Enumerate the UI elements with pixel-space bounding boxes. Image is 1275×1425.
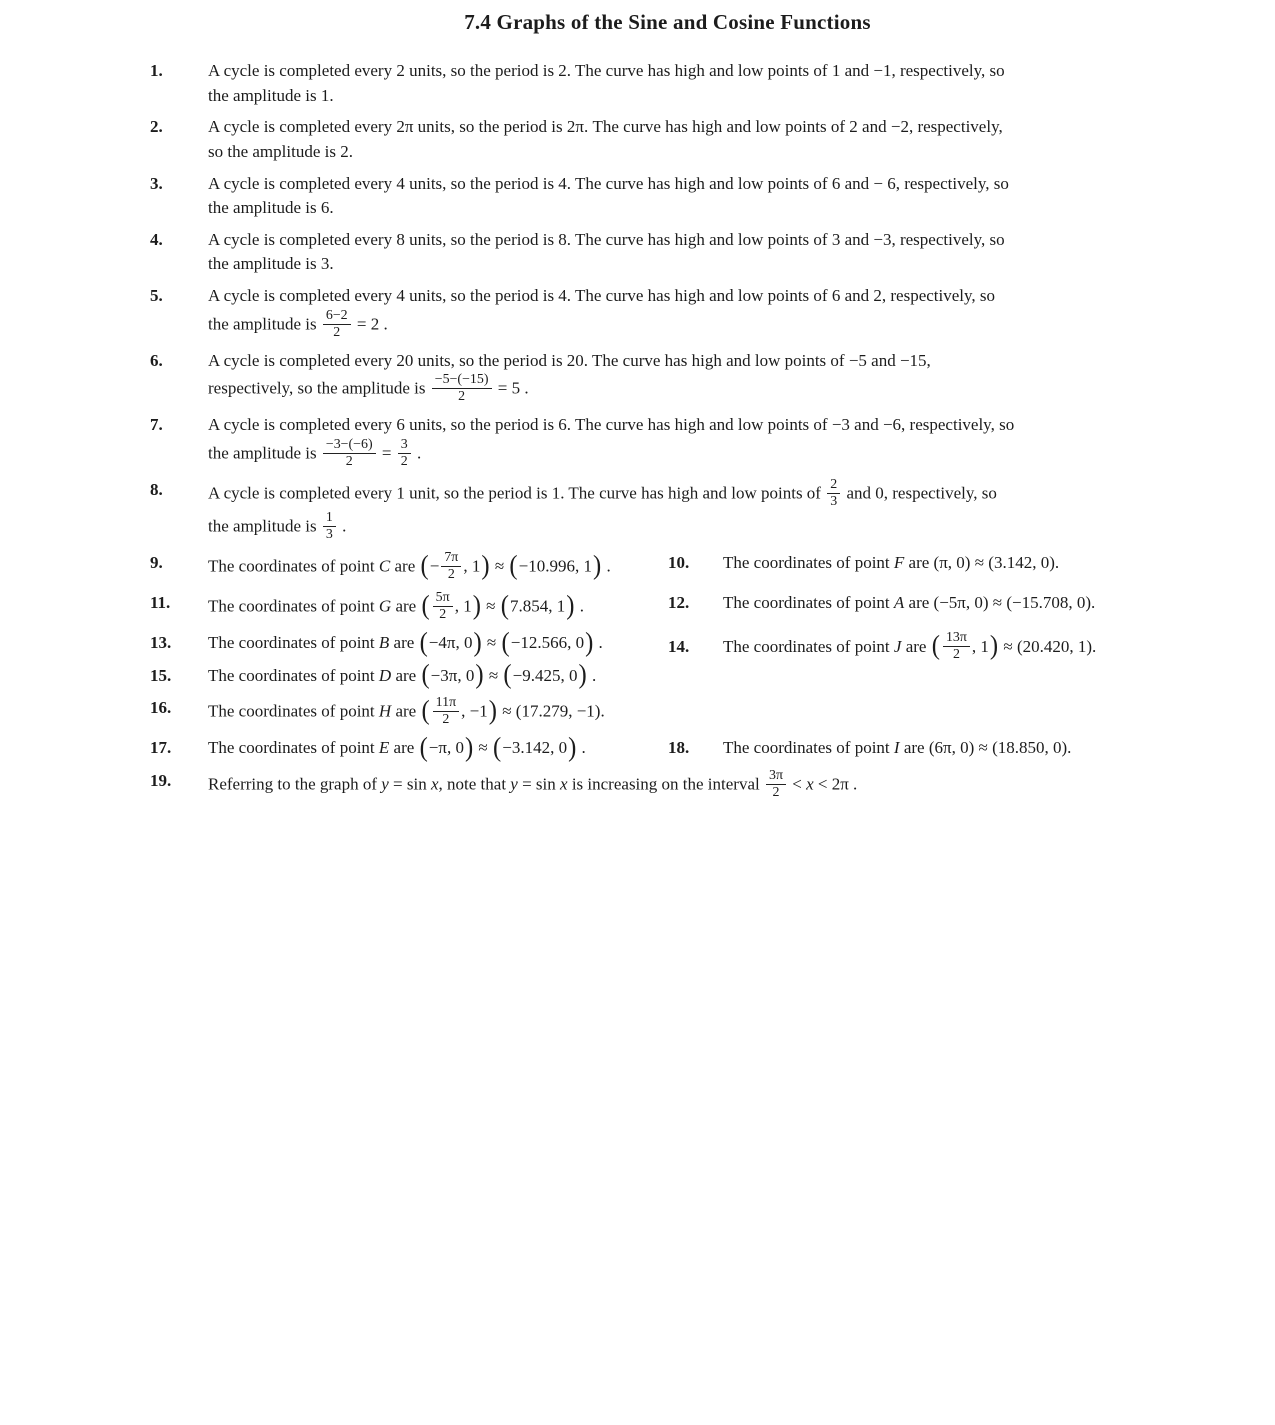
text-run: are: [391, 665, 421, 685]
solution-row: [150, 413, 1185, 471]
fraction-numerator: 6−2: [325, 307, 348, 323]
item-content: [208, 228, 1185, 277]
text-run: The coordinates of point: [723, 738, 894, 758]
item-content: [208, 769, 1185, 802]
solution-row: [150, 228, 1185, 277]
item-number: 6.: [150, 350, 163, 370]
math-variable: F: [893, 553, 905, 573]
item-number: 15.: [150, 665, 172, 685]
text-run: −4π, 0: [428, 633, 473, 653]
solution-row: [150, 551, 1185, 584]
text-run: = 2 .: [352, 314, 388, 334]
fraction: [827, 477, 840, 510]
item-number: 10.: [668, 553, 690, 573]
big-paren: ): [568, 732, 577, 763]
text-run: <: [787, 773, 807, 793]
text-run: , 1: [971, 636, 989, 656]
item-content: [208, 349, 1185, 407]
text-run: A cycle is completed every 2 units, so the period is 2. The curve has high and low points of 1 and −1, respectively, so: [208, 61, 1005, 80]
fraction-numerator: 3π: [768, 767, 783, 783]
solution-item-second-column: [668, 631, 1096, 664]
item-number: 1.: [150, 61, 163, 80]
fraction-denominator: 2: [433, 711, 459, 728]
text-run: = sin: [388, 773, 431, 793]
big-paren: (: [421, 659, 430, 690]
math-variable: E: [378, 738, 390, 758]
text-run: the amplitude is: [208, 516, 321, 536]
item-number: 2.: [150, 117, 163, 137]
math-variable: y: [510, 773, 518, 793]
text-run: are (−5π, 0) ≈ (−15.708, 0).: [904, 593, 1096, 613]
text-run: .: [587, 665, 597, 685]
text-run: A cycle is completed every 6 units, so the period is 6. The curve has high and low points of −3 and −6, respectively, so: [208, 415, 1015, 435]
fraction-denominator: 2: [766, 784, 786, 801]
item-number: 11.: [150, 593, 171, 613]
solution-item-second-column: [668, 551, 1059, 576]
item-content: [208, 659, 1185, 690]
big-paren: ): [989, 630, 999, 661]
big-paren: (: [421, 590, 430, 621]
item-content: [208, 172, 1185, 221]
big-paren: ): [472, 590, 481, 621]
solutions-list: [150, 59, 1185, 802]
text-run: ≈ (17.279, −1).: [497, 701, 605, 721]
item-content: [208, 551, 1185, 584]
text-run: −9.425, 0: [512, 665, 578, 685]
text-run: The coordinates of point: [723, 553, 894, 573]
big-paren: ): [592, 550, 602, 581]
item-content: [723, 630, 1097, 663]
text-run: −12.566, 0: [510, 633, 585, 653]
solution-row: [150, 115, 1185, 164]
item-number: 9.: [150, 553, 163, 573]
item-number: 7.: [150, 415, 163, 435]
fraction: [766, 768, 786, 801]
big-paren: (: [421, 695, 430, 726]
text-run: are: [901, 636, 931, 656]
text-run: = sin: [517, 773, 561, 793]
solution-row: [150, 478, 1185, 544]
item-content: [208, 478, 1185, 544]
item-content: [208, 284, 1185, 342]
solution-row: [150, 659, 1185, 690]
big-paren: (: [419, 627, 428, 658]
text-run: , −1: [461, 701, 488, 721]
solution-item-second-column: [668, 736, 1071, 761]
text-run: ≈: [481, 596, 500, 616]
text-run: .: [412, 443, 422, 463]
text-run: ≈: [490, 556, 509, 576]
text-run: are: [389, 738, 419, 758]
item-number: 17.: [150, 738, 172, 758]
math-variable: I: [893, 738, 900, 758]
solution-row: [150, 284, 1185, 342]
text-run: The coordinates of point: [723, 636, 894, 656]
text-run: are: [391, 596, 421, 616]
big-paren: (: [931, 630, 940, 661]
fraction-numerator: 2: [830, 477, 838, 493]
math-variable: J: [893, 636, 902, 656]
item-content: [723, 593, 1095, 612]
text-run: ≈ (20.420, 1).: [999, 636, 1097, 656]
text-run: , 1: [463, 556, 481, 576]
text-run: < 2π .: [813, 773, 858, 793]
item-number: 16.: [150, 698, 172, 718]
solution-row: [150, 172, 1185, 221]
big-paren: (: [500, 590, 509, 621]
fraction-numerator: 11π: [435, 695, 457, 711]
text-run: the amplitude is: [208, 443, 321, 463]
text-run: .: [602, 556, 611, 576]
text-run: is increasing on the interval: [567, 773, 764, 793]
math-variable: x: [806, 773, 814, 793]
math-variable: B: [378, 633, 390, 653]
fraction: [323, 437, 376, 470]
big-paren: (: [493, 732, 502, 763]
text-run: are (6π, 0) ≈ (18.850, 0).: [899, 738, 1072, 758]
fraction-denominator: 2: [398, 453, 411, 470]
solution-row: [150, 349, 1185, 407]
text-run: , 1: [454, 596, 472, 616]
math-variable: H: [378, 701, 392, 721]
item-number: 8.: [150, 480, 163, 500]
fraction-numerator: 3: [400, 437, 408, 453]
solution-row: [150, 732, 1185, 763]
fraction-numerator: 13π: [945, 630, 967, 646]
item-content: [208, 59, 1185, 108]
big-paren: ): [566, 590, 575, 621]
fraction: [441, 550, 461, 583]
math-variable: G: [378, 596, 392, 616]
text-run: .: [337, 516, 347, 536]
item-number: 3.: [150, 173, 163, 193]
item-number: 14.: [668, 636, 690, 656]
text-run: , note that: [438, 773, 511, 793]
text-run: The coordinates of point: [208, 556, 379, 576]
item-content: [723, 738, 1071, 757]
big-paren: ): [464, 732, 474, 763]
item-number: 18.: [668, 738, 690, 758]
big-paren: ): [578, 659, 587, 690]
item-content: [208, 115, 1185, 164]
item-number: 5.: [150, 286, 163, 306]
big-paren: (: [509, 550, 518, 581]
math-variable: C: [378, 556, 391, 576]
text-run: the amplitude is 6.: [208, 198, 334, 218]
math-variable: x: [560, 773, 568, 793]
solution-row: [150, 59, 1185, 108]
big-paren: (: [420, 550, 429, 581]
big-paren: (: [501, 627, 510, 658]
text-run: A cycle is completed every 2π units, so the period is 2π. The curve has high and low points of 2 and −2, respectively,: [208, 117, 1003, 137]
item-content: [208, 627, 1185, 663]
text-run: = 5 .: [493, 378, 529, 398]
item-content: [208, 413, 1185, 471]
text-run: A cycle is completed every 8 units, so the period is 8. The curve has high and low points of 3 and −3, respectively, so: [208, 229, 1005, 249]
item-content: [208, 591, 1185, 624]
text-run: ≈: [474, 738, 493, 758]
text-run: The coordinates of point: [208, 596, 379, 616]
fraction-numerator: −3−(−6): [325, 437, 373, 453]
text-run: The coordinates of point: [723, 593, 894, 613]
text-run: the amplitude is 1.: [208, 85, 334, 105]
fraction: [432, 372, 492, 405]
big-paren: ): [473, 627, 482, 658]
big-paren: ): [475, 659, 484, 690]
text-run: A cycle is completed every 1 unit, so the period is 1. The curve has high and low points of: [208, 483, 826, 503]
big-paren: ): [585, 627, 594, 658]
text-run: the amplitude is: [208, 314, 321, 334]
text-run: −3π, 0: [430, 665, 475, 685]
solution-row: [150, 591, 1185, 624]
text-run: A cycle is completed every 4 units, so the period is 4. The curve has high and low points of 6 and − 6, respectively, so: [208, 173, 1009, 193]
text-run: −π, 0: [428, 738, 464, 758]
item-content: [208, 732, 1185, 763]
math-variable: y: [381, 773, 389, 793]
text-run: are: [390, 556, 420, 576]
fraction-denominator: 2: [441, 566, 461, 583]
big-paren: ): [488, 695, 497, 726]
text-run: −3.142, 0: [502, 738, 568, 758]
big-paren: (: [503, 659, 512, 690]
solution-row: [150, 769, 1185, 802]
item-content: [208, 696, 1185, 729]
item-number: 19.: [150, 770, 172, 790]
fraction-denominator: 2: [323, 324, 351, 341]
fraction-denominator: 2: [432, 388, 492, 405]
text-run: ≈: [482, 633, 501, 653]
big-paren: ): [481, 550, 490, 581]
fraction-numerator: 7π: [444, 550, 459, 566]
text-run: Referring to the graph of: [208, 773, 382, 793]
text-run: =: [377, 443, 396, 463]
big-paren: (: [419, 732, 428, 763]
text-run: A cycle is completed every 4 units, so the period is 4. The curve has high and low points of 6 and 2, respectively, so: [208, 286, 996, 306]
item-number: 4.: [150, 229, 163, 249]
fraction-numerator: 5π: [435, 590, 450, 606]
solution-row: [150, 627, 1185, 663]
text-run: are (π, 0) ≈ (3.142, 0).: [904, 553, 1060, 573]
text-run: .: [577, 738, 586, 758]
fraction-denominator: 2: [943, 646, 970, 663]
text-run: The coordinates of point: [208, 633, 379, 653]
fraction: [943, 630, 970, 663]
fraction: [323, 308, 351, 341]
text-run: The coordinates of point: [208, 738, 379, 758]
fraction: [433, 590, 453, 623]
fraction: [398, 437, 411, 470]
text-run: respectively, so the amplitude is: [208, 378, 430, 398]
text-run: 7.854, 1: [509, 596, 566, 616]
text-run: The coordinates of point: [208, 701, 379, 721]
fraction: [323, 510, 336, 543]
text-run: .: [594, 633, 603, 653]
fraction-numerator: −5−(−15): [434, 372, 489, 388]
text-run: are: [389, 633, 419, 653]
fraction-denominator: 2: [433, 606, 453, 623]
item-content: [723, 553, 1059, 572]
math-variable: x: [430, 773, 439, 793]
text-run: ≈: [484, 665, 503, 685]
text-run: −: [429, 556, 440, 576]
page-title: 7.4 Graphs of the Sine and Cosine Functions: [464, 10, 871, 34]
solution-row: [150, 696, 1185, 729]
solution-item-second-column: [668, 591, 1095, 616]
math-variable: D: [378, 665, 392, 685]
text-run: and 0, respectively, so: [842, 483, 997, 503]
text-run: are: [391, 701, 421, 721]
text-run: .: [575, 596, 584, 616]
fraction-numerator: 1: [325, 510, 333, 526]
text-run: so the amplitude is 2.: [208, 141, 353, 161]
math-variable: A: [893, 593, 905, 613]
fraction-denominator: 2: [323, 453, 376, 470]
text-run: the amplitude is 3.: [208, 254, 334, 274]
item-number: 12.: [668, 593, 690, 613]
item-number: 13.: [150, 633, 172, 653]
text-run: The coordinates of point: [208, 665, 379, 685]
fraction-denominator: 3: [323, 526, 336, 543]
text-run: A cycle is completed every 20 units, so the period is 20. The curve has high and low points of −5 and −15,: [208, 350, 931, 370]
text-run: −10.996, 1: [518, 556, 592, 576]
fraction-denominator: 3: [827, 493, 840, 510]
fraction: [433, 695, 459, 728]
